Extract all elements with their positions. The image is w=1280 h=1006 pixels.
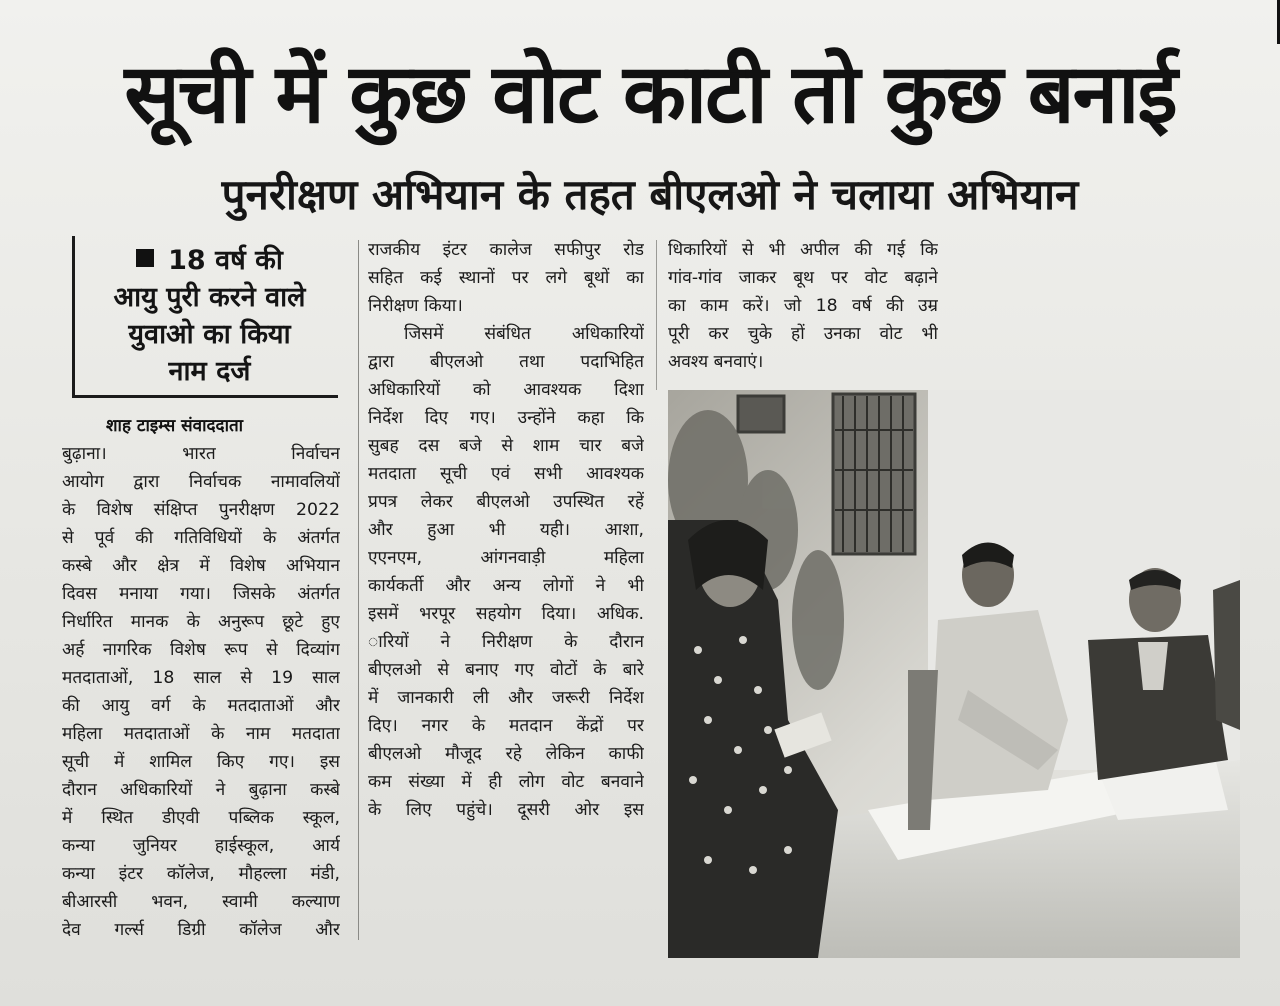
text-line: और हुआ भी यही। आशा, bbox=[368, 520, 644, 540]
text-line: का काम करें। जो 18 वर्ष की उम्र bbox=[668, 296, 938, 316]
subheadline: पुनरीक्षण अभियान के तहत बीएलओ ने चलाया अभियान bbox=[221, 170, 1079, 219]
text-line: इसमें भरपूर सहयोग दिया। अधिक. bbox=[368, 604, 644, 624]
text-line: दिवस मनाया गया। जिसके अंतर्गत bbox=[62, 584, 340, 604]
text-line: कन्या इंटर कॉलेज, मौहल्ला मंडी, bbox=[62, 864, 340, 884]
text-line: में स्थित डीएवी पब्लिक स्कूल, bbox=[62, 808, 340, 828]
text-line: एएनएम, आंगनवाड़ी महिला bbox=[368, 548, 644, 568]
text-line: महिला मतदाताओं के नाम मतदाता bbox=[62, 724, 340, 744]
text-line: बीआरसी भवन, स्वामी कल्याण bbox=[62, 892, 340, 912]
text-line: कार्यकर्ती और अन्य लोगों ने भी bbox=[368, 576, 644, 596]
text-line: अवश्य बनवाएं। bbox=[668, 352, 764, 372]
text-line: निर्धारित मानक के अनुरूप छूटे हुए bbox=[62, 612, 340, 632]
column-divider bbox=[656, 240, 657, 390]
text-line: के लिए पहुंचे। दूसरी ओर इस bbox=[368, 800, 644, 820]
text-line: राजकीय इंटर कालेज सफीपुर रोड bbox=[368, 240, 644, 260]
text-line: सूची में शामिल किए गए। इस bbox=[62, 752, 340, 772]
highlight-line: आयु पुरी करने वाले bbox=[113, 282, 306, 313]
square-bullet-icon bbox=[136, 249, 154, 267]
article-column-2 bbox=[368, 236, 644, 824]
text-line: आयोग द्वारा निर्वाचक नामावलियों bbox=[62, 472, 340, 492]
text-line: मतदाता सूची एवं सभी आवश्यक bbox=[368, 464, 644, 484]
news-photo-illustration bbox=[668, 390, 1240, 958]
text-line: कन्या जुनियर हाईस्कूल, आर्य bbox=[62, 836, 340, 856]
text-line: देव गर्ल्स डिग्री कॉलेज और bbox=[62, 920, 340, 940]
news-photo bbox=[668, 390, 1240, 958]
text-line: सहित कई स्थानों पर लगे बूथों का bbox=[368, 268, 644, 288]
text-line: गांव-गांव जाकर बूथ पर वोट बढ़ाने bbox=[668, 268, 938, 288]
text-line: निर्देश दिए गए। उन्होंने कहा कि bbox=[368, 408, 644, 428]
highlight-line: युवाओ का किया bbox=[128, 319, 291, 350]
byline: शाह टाइम्स संवाददाता bbox=[106, 416, 244, 436]
text-line: दिए। नगर के मतदान केंद्रों पर bbox=[368, 716, 644, 736]
text-line: मतदाताओं, 18 साल से 19 साल bbox=[62, 668, 340, 688]
highlight-text: 18 वर्ष की bbox=[168, 245, 283, 276]
text-line: की आयु वर्ग के मतदाताओं और bbox=[62, 696, 340, 716]
text-line: धिकारियों से भी अपील की गई कि bbox=[668, 240, 938, 260]
headline: सूची में कुछ वोट काटी तो कुछ बनाई bbox=[124, 47, 1176, 142]
highlight-line bbox=[81, 242, 338, 279]
text-line: अर्ह नागरिक विशेष रूप से दिव्यांग bbox=[62, 640, 340, 660]
column-divider bbox=[358, 240, 359, 940]
text-line: कस्बे और क्षेत्र में विशेष अभियान bbox=[62, 556, 340, 576]
text-line: दौरान अधिकारियों ने बुढ़ाना कस्बे bbox=[62, 780, 340, 800]
text-line: जिसमें संबंधित अधिकारियों bbox=[404, 324, 644, 344]
text-line: अधिकारियों को आवश्यक दिशा bbox=[368, 380, 644, 400]
text-line: द्वारा बीएलओ तथा पदाभिहित bbox=[368, 352, 644, 372]
text-line: पूरी कर चुके हों उनका वोट भी bbox=[668, 324, 938, 344]
text-line: निरीक्षण किया। bbox=[368, 296, 463, 316]
text-line: बीएलओ मौजूद रहे लेकिन काफी bbox=[368, 744, 644, 764]
text-line: बुढ़ाना। भारत निर्वाचन bbox=[62, 444, 340, 464]
article-column-3 bbox=[668, 236, 938, 376]
text-line: सुबह दस बजे से शाम चार बजे bbox=[368, 436, 644, 456]
text-line: में जानकारी ली और जरूरी निर्देश bbox=[368, 688, 644, 708]
text-line: कम संख्या में ही लोग वोट बनवाने bbox=[368, 772, 644, 792]
highlight-line: नाम दर्ज bbox=[168, 356, 251, 387]
text-line: बीएलओ से बनाए गए वोटों के बारे bbox=[368, 660, 644, 680]
highlight-box bbox=[72, 236, 338, 398]
text-line: से पूर्व की गतिविधियों के अंतर्गत bbox=[62, 528, 340, 548]
text-line: ारियों ने निरीक्षण के दौरान bbox=[368, 632, 644, 652]
text-line: के विशेष संक्षिप्त पुनरीक्षण 2022 bbox=[62, 500, 340, 520]
text-line: प्रपत्र लेकर बीएलओ उपस्थित रहें bbox=[368, 492, 644, 512]
article-column-1 bbox=[62, 440, 340, 944]
